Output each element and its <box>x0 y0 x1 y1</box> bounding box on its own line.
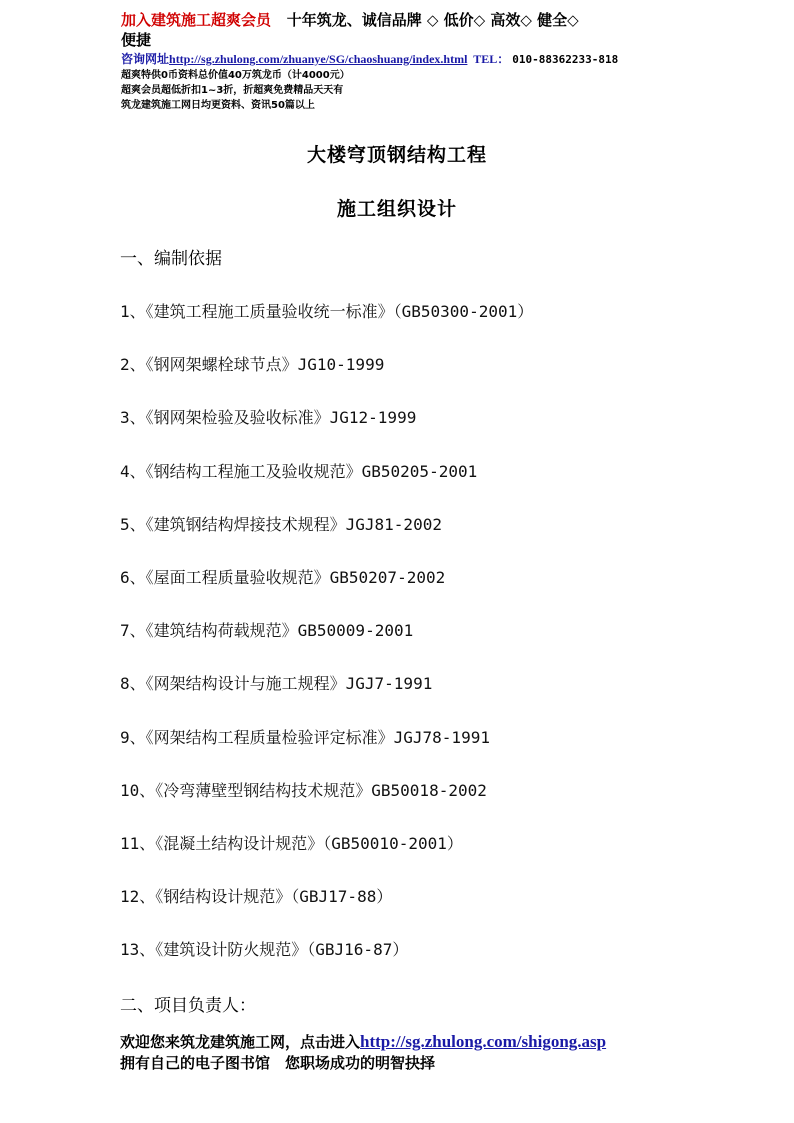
reference-list <box>120 301 533 992</box>
footer-welcome-text: 欢迎您来筑龙建筑施工网，点击进入 <box>120 1033 361 1051</box>
reference-item: 1、《建筑工程施工质量验收统一标准》（GB50300-2001） <box>120 302 534 321</box>
member-promo-link[interactable]: 加入建筑施工超爽会员 <box>121 11 272 29</box>
contact-label: 咨询网址 <box>121 52 170 66</box>
contact-url-link[interactable]: http://sg.zhulong.com/zhuanye/SG/chaoshuang/index.html <box>169 52 468 66</box>
footer-line2: 拥有自己的电子图书馆 您职场成功的明智抉择 <box>120 1054 436 1072</box>
reference-item: 10、《冷弯薄壁型钢结构技术规范》GB50018-2002 <box>120 780 487 800</box>
reference-item: 3、《钢网架检验及验收标准》JG12-1999 <box>120 408 417 428</box>
section-heading-manager: 二、项目负责人： <box>120 996 256 1016</box>
reference-item: 7、《建筑结构荷载规范》GB50009-2001 <box>120 621 414 641</box>
reference-item: 8、《网架结构设计与施工规程》JGJ7-1991 <box>120 674 433 694</box>
reference-item: 13、《建筑设计防火规范》（GBJ16-87） <box>120 940 409 960</box>
reference-item: 2、《钢网架螺栓球节点》JG10-1999 <box>120 355 385 375</box>
promo-line-2: 超爽会员超低折扣1~3折，折超爽免费精品天天有 <box>121 85 344 96</box>
reference-item: 5、《建筑钢结构焊接技术规程》JGJ81-2002 <box>120 514 442 534</box>
header-line2: 便捷 <box>121 31 152 49</box>
reference-item: 11、《混凝土结构设计规范》（GB50010-2001） <box>120 833 463 853</box>
document-subtitle: 施工组织设计 <box>336 198 457 220</box>
promo-footer <box>120 1031 606 1074</box>
reference-item: 9、《网架结构工程质量检验评定标准》JGJ78-1991 <box>120 727 490 747</box>
footer-line1 <box>120 1031 606 1053</box>
promo-line-1: 超爽特供0币资料总价值40万筑龙币（计4000元） <box>121 70 350 81</box>
reference-item: 4、《钢结构工程施工及验收规范》GB50205-2001 <box>120 461 478 481</box>
promo-header <box>121 10 721 113</box>
promo-line-3: 筑龙建筑施工网日均更资料、资讯50篇以上 <box>121 100 315 111</box>
footer-url-link[interactable]: http://sg.zhulong.com/shigong.asp <box>360 1032 607 1051</box>
contact-line <box>121 51 721 68</box>
document-title: 大楼穹顶钢结构工程 <box>306 144 487 166</box>
tel-label: TEL： <box>473 52 510 66</box>
header-line1 <box>121 10 721 30</box>
reference-item: 12、《钢结构设计规范》（GBJ17-88） <box>120 887 393 907</box>
brand-slogan: 十年筑龙、诚信品牌 ◇ 低价◇ 高效◇ 健全◇ <box>286 11 579 29</box>
section-heading-basis: 一、编制依据 <box>120 249 222 269</box>
tel-number: 010-88362233-818 <box>512 53 619 66</box>
reference-item: 6、《屋面工程质量验收规范》GB50207-2002 <box>120 567 446 587</box>
